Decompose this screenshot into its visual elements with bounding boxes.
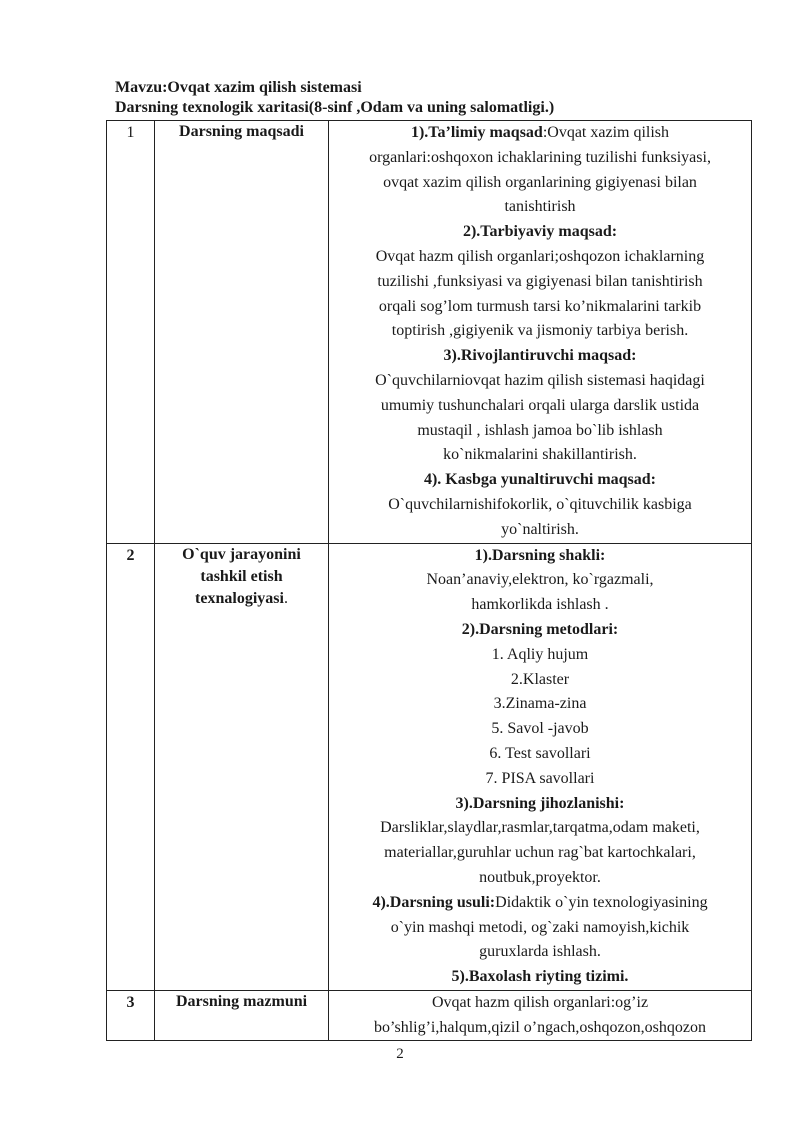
- approach-text: Didaktik o`yin texnologiyasining: [495, 893, 708, 911]
- goal1-text: ovqat xazim qilish organlarining gigiyenasi bilan: [383, 173, 697, 191]
- goal1-text: :Ovqat xazim qilish: [542, 124, 670, 141]
- equipment-title: 3).Darsning jihozlanishi:: [455, 794, 625, 812]
- goal1-title: 1).Ta’limiy maqsad: [410, 124, 543, 141]
- page-number: 2: [396, 1046, 404, 1062]
- goal2-text: tuzilishi ,funksiyasi va gigiyenasi bilan tanishtirish: [377, 272, 703, 290]
- table-row: [107, 121, 752, 544]
- method-item: 3.Zinama-zina: [493, 695, 587, 713]
- map-title: Darsning texnologik xaritasi(8-sinf ,Odam va uning salomatligi.): [115, 99, 555, 116]
- goal2-text: toptirish ,gigiyenik va jismoniy tarbiya berish.: [391, 322, 689, 340]
- goal1-text: tanishtirish: [504, 198, 576, 216]
- goal4-title: 4). Kasbga yunaltiruvchi maqsad:: [423, 471, 657, 489]
- method-item: 5. Savol -javob: [491, 720, 589, 738]
- approach-title: 4).Darsning usuli:: [372, 893, 496, 911]
- goal3-title: 3).Rivojlantiruvchi maqsad:: [443, 347, 637, 365]
- content-text: bo’shlig’i,halqum,qizil o’ngach,oshqozon,oshqozon: [374, 1018, 706, 1036]
- equipment-text: Darsliklar,slaydlar,rasmlar,tarqatma,odam maketi,: [380, 819, 700, 837]
- goal2-text: Ovqat hazm qilish organlari;oshqozon ichaklarning: [375, 247, 705, 265]
- row-number: 2: [107, 543, 155, 990]
- table-row: [107, 543, 752, 990]
- row-label: Darsning mazmuni: [155, 990, 329, 1041]
- table-row: [107, 990, 752, 1041]
- method-item: 6. Test savollari: [489, 744, 591, 762]
- approach-text: guruxlarda ishlash.: [479, 943, 601, 961]
- goal1-text: organlari:oshqoxon ichaklarining tuzilishi funksiyasi,: [369, 148, 711, 166]
- goal3-text: umumiy tushunchalari orqali ularga darslik ustida: [380, 396, 700, 414]
- methods-title: 2).Darsning metodlari:: [461, 620, 619, 638]
- goal3-text: mustaqil , ishlash jamoa bo`lib ishlash: [417, 421, 663, 439]
- row-content: [329, 543, 752, 990]
- method-item: 1. Aqliy hujum: [491, 645, 589, 663]
- row-content: [329, 121, 752, 544]
- equipment-text: materiallar,guruhlar uchun rag`bat kartochkalari,: [384, 844, 696, 862]
- approach-text: o`yin mashqi metodi, og`zaki namoyish,kichik: [390, 918, 690, 936]
- goal4-text: yo`naltirish.: [501, 520, 579, 538]
- row-label: Darsning maqsadi: [155, 121, 329, 544]
- goal3-text: ko`nikmalarini shakillantirish.: [443, 446, 637, 464]
- goal2-title: 2).Tarbiyaviy maqsad:: [462, 223, 618, 241]
- technology-map-table: [106, 120, 752, 1041]
- form-title: 1).Darsning shakli:: [474, 546, 606, 564]
- form-text: hamkorlikda ishlash .: [471, 596, 609, 614]
- equipment-text: noutbuk,proyektor.: [479, 868, 601, 886]
- topic-title: Mavzu:Ovqat xazim qilish sistemasi: [115, 79, 362, 96]
- row-content: [329, 990, 752, 1041]
- goal2-text: orqali sog’lom turmush tarsi ko’nikmalarini tarkib: [378, 297, 702, 315]
- content-text: Ovqat hazm qilish organlari:og’iz: [431, 993, 649, 1011]
- assessment-title: 5).Baxolash riyting tizimi.: [451, 968, 629, 986]
- document-heading: [115, 78, 554, 118]
- row-number: 1: [107, 121, 155, 544]
- method-item: 7. PISA savollari: [485, 769, 595, 787]
- row-number: 3: [107, 990, 155, 1041]
- form-text: Noan’anaviy,elektron, ko`rgazmali,: [426, 571, 654, 589]
- goal3-text: O`quvchilarniovqat hazim qilish sistemasi haqidagi: [375, 371, 705, 389]
- method-item: 2.Klaster: [510, 670, 570, 688]
- goal4-text: O`quvchilarnishifokorlik, o`qituvchilik kasbiga: [388, 495, 692, 513]
- row-label: O`quv jarayonini tashkil etish texnalogiyasi.: [155, 543, 329, 990]
